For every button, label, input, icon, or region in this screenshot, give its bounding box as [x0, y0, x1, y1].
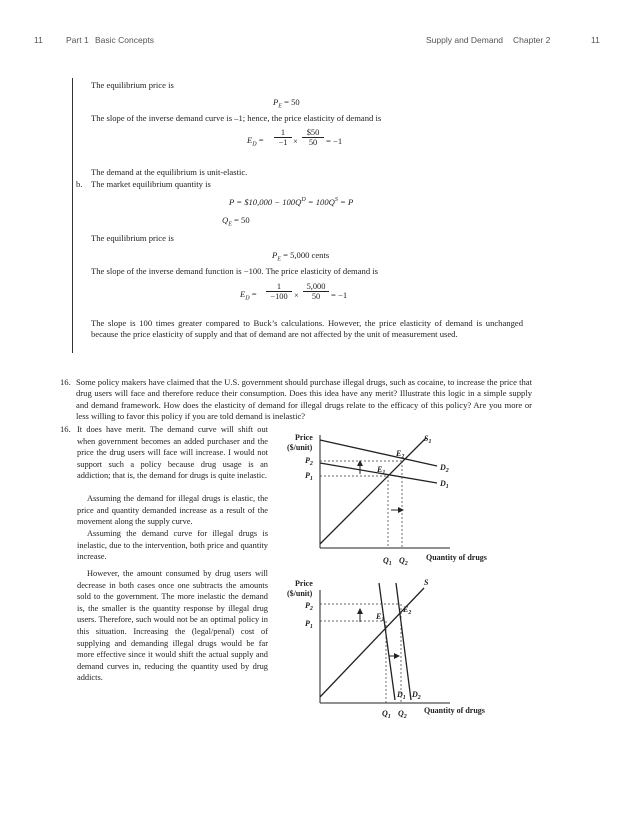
- part-label: Part 1: [66, 35, 89, 45]
- unit-label-1: ($/unit): [287, 443, 313, 452]
- quantity-label-2: Quantity of drugs: [424, 706, 485, 715]
- chapter-title: Supply and Demand: [426, 35, 504, 45]
- p2-label-1: $P_2$: [305, 456, 313, 467]
- answer-number: 16.: [60, 424, 71, 434]
- d1-label-1: $D_1$: [440, 479, 449, 490]
- d2-label-1: $D_2$: [440, 463, 449, 474]
- e2-label-2: $E_2$: [403, 605, 412, 616]
- e2-label-1: $E_2$: [396, 449, 405, 460]
- question-number: 16.: [60, 377, 71, 387]
- equilibrium-price-label: The equilibrium price is: [91, 80, 174, 90]
- equilibrium-quantity-equation: $Q_E = 50$: [222, 215, 250, 228]
- page-number-left: 11: [34, 35, 43, 45]
- slope-text-b: The slope of the inverse demand function is −100. The price elasticity of demand is: [91, 266, 379, 276]
- answer-paragraph-4: However, the amount consumed by drug users will decrease in both cases once one subtracts the amounts sold to the government. The more inelastic the demand is, the smaller is the quantity response by illegal drug users. Therefore, such would not be an optimal policy in this situation. Increasing the (legal/penal) cost of supplying and demanding illegal drugs would be far more effective since it would shift the actual supply and demand curves in, reducing the quantity used by drug addicts.: [77, 569, 268, 683]
- part-b-conclusion: The slope is 100 times greater compared to Buck’s calculations. However, the price elasticity of demand is unchanged because the price elasticity of supply and that of demand are not affected by the unit of measurement used.: [91, 318, 523, 340]
- unit-label-2: ($/unit): [287, 589, 313, 598]
- equilibrium-price-equation-b: $P_E = 5,000$ cents: [272, 250, 330, 263]
- part-b-label: b.: [76, 179, 83, 189]
- equilibrium-price-label-b: The equilibrium price is: [91, 233, 174, 243]
- q1-label-1: $Q_1$: [383, 556, 392, 567]
- p1-label-1: $P_1$: [305, 471, 313, 482]
- p2-label-2: $P_2$: [305, 601, 313, 612]
- d2-label-2: $D_2$: [412, 690, 421, 701]
- part-b-intro: The market equilibrium quantity is: [91, 179, 211, 189]
- s-label: S: [424, 578, 429, 587]
- supply-curve-s1: [320, 438, 426, 544]
- demand-curve-d2-2: [396, 583, 411, 700]
- question-text: Some policy makers have claimed that the U.S. government should purchase illegal drugs, such as cocaine, to increase the price that drug users will face and therefore reduce their consumption. Does this idea have any merit? Illustrate this logic in a simple supply and demand framework. How does the elasticity of demand for illegal drugs relate to the efficacy of this policy? Are you more or less willing to favor this policy if you are told demand is inelastic?: [76, 377, 532, 422]
- e1-label-2: $E_1$: [376, 612, 385, 623]
- q2-label-2: $Q_2$: [398, 709, 407, 720]
- equilibrium-price-equation: $P_E = 50$: [273, 97, 300, 110]
- e1-label-1: $E_1$: [377, 465, 386, 476]
- price-label-1: Price: [295, 433, 313, 442]
- page-number-right: 11: [591, 35, 600, 45]
- graph-elastic: [287, 433, 487, 567]
- chapter-label: Chapter 2: [513, 35, 551, 45]
- slope-text-a: The slope of the inverse demand curve is –1; hence, the price elasticity of demand is: [91, 113, 382, 123]
- q1-label-2: $Q_1$: [382, 709, 391, 720]
- s1-label: $S_1$: [424, 434, 432, 445]
- unit-elastic-text: The demand at the equilibrium is unit-elastic.: [91, 167, 248, 177]
- part-title: Basic Concepts: [95, 35, 155, 45]
- answer-paragraph-2: Assuming the demand for illegal drugs is elastic, the price and quantity demanded increase as a result of the movement along the supply curve.: [77, 494, 268, 527]
- graph-inelastic: [287, 578, 485, 720]
- quantity-label-1: Quantity of drugs: [426, 553, 487, 562]
- p1-label-2: $P_1$: [305, 619, 313, 630]
- d1-label-2: $D_1$: [397, 690, 406, 701]
- price-label-2: Price: [295, 579, 313, 588]
- demand-curve-d1-2: [379, 583, 395, 700]
- answer-paragraph-3: Assuming the demand curve for illegal drugs is inelastic, due to the intervention, both price and quantity increase.: [77, 529, 268, 562]
- q2-label-1: $Q_2$: [399, 556, 408, 567]
- market-equation: P = $10,000 − $100Q^D = 100Q^S = P$: [229, 197, 354, 207]
- answer-paragraph-1: It does have merit. The demand curve will shift out when government becomes an added purchaser and the price the drug users will face will increase. I would not support such a policy because drug usage is an addiction; that is, the demand for drugs is quite inelastic.: [77, 425, 268, 481]
